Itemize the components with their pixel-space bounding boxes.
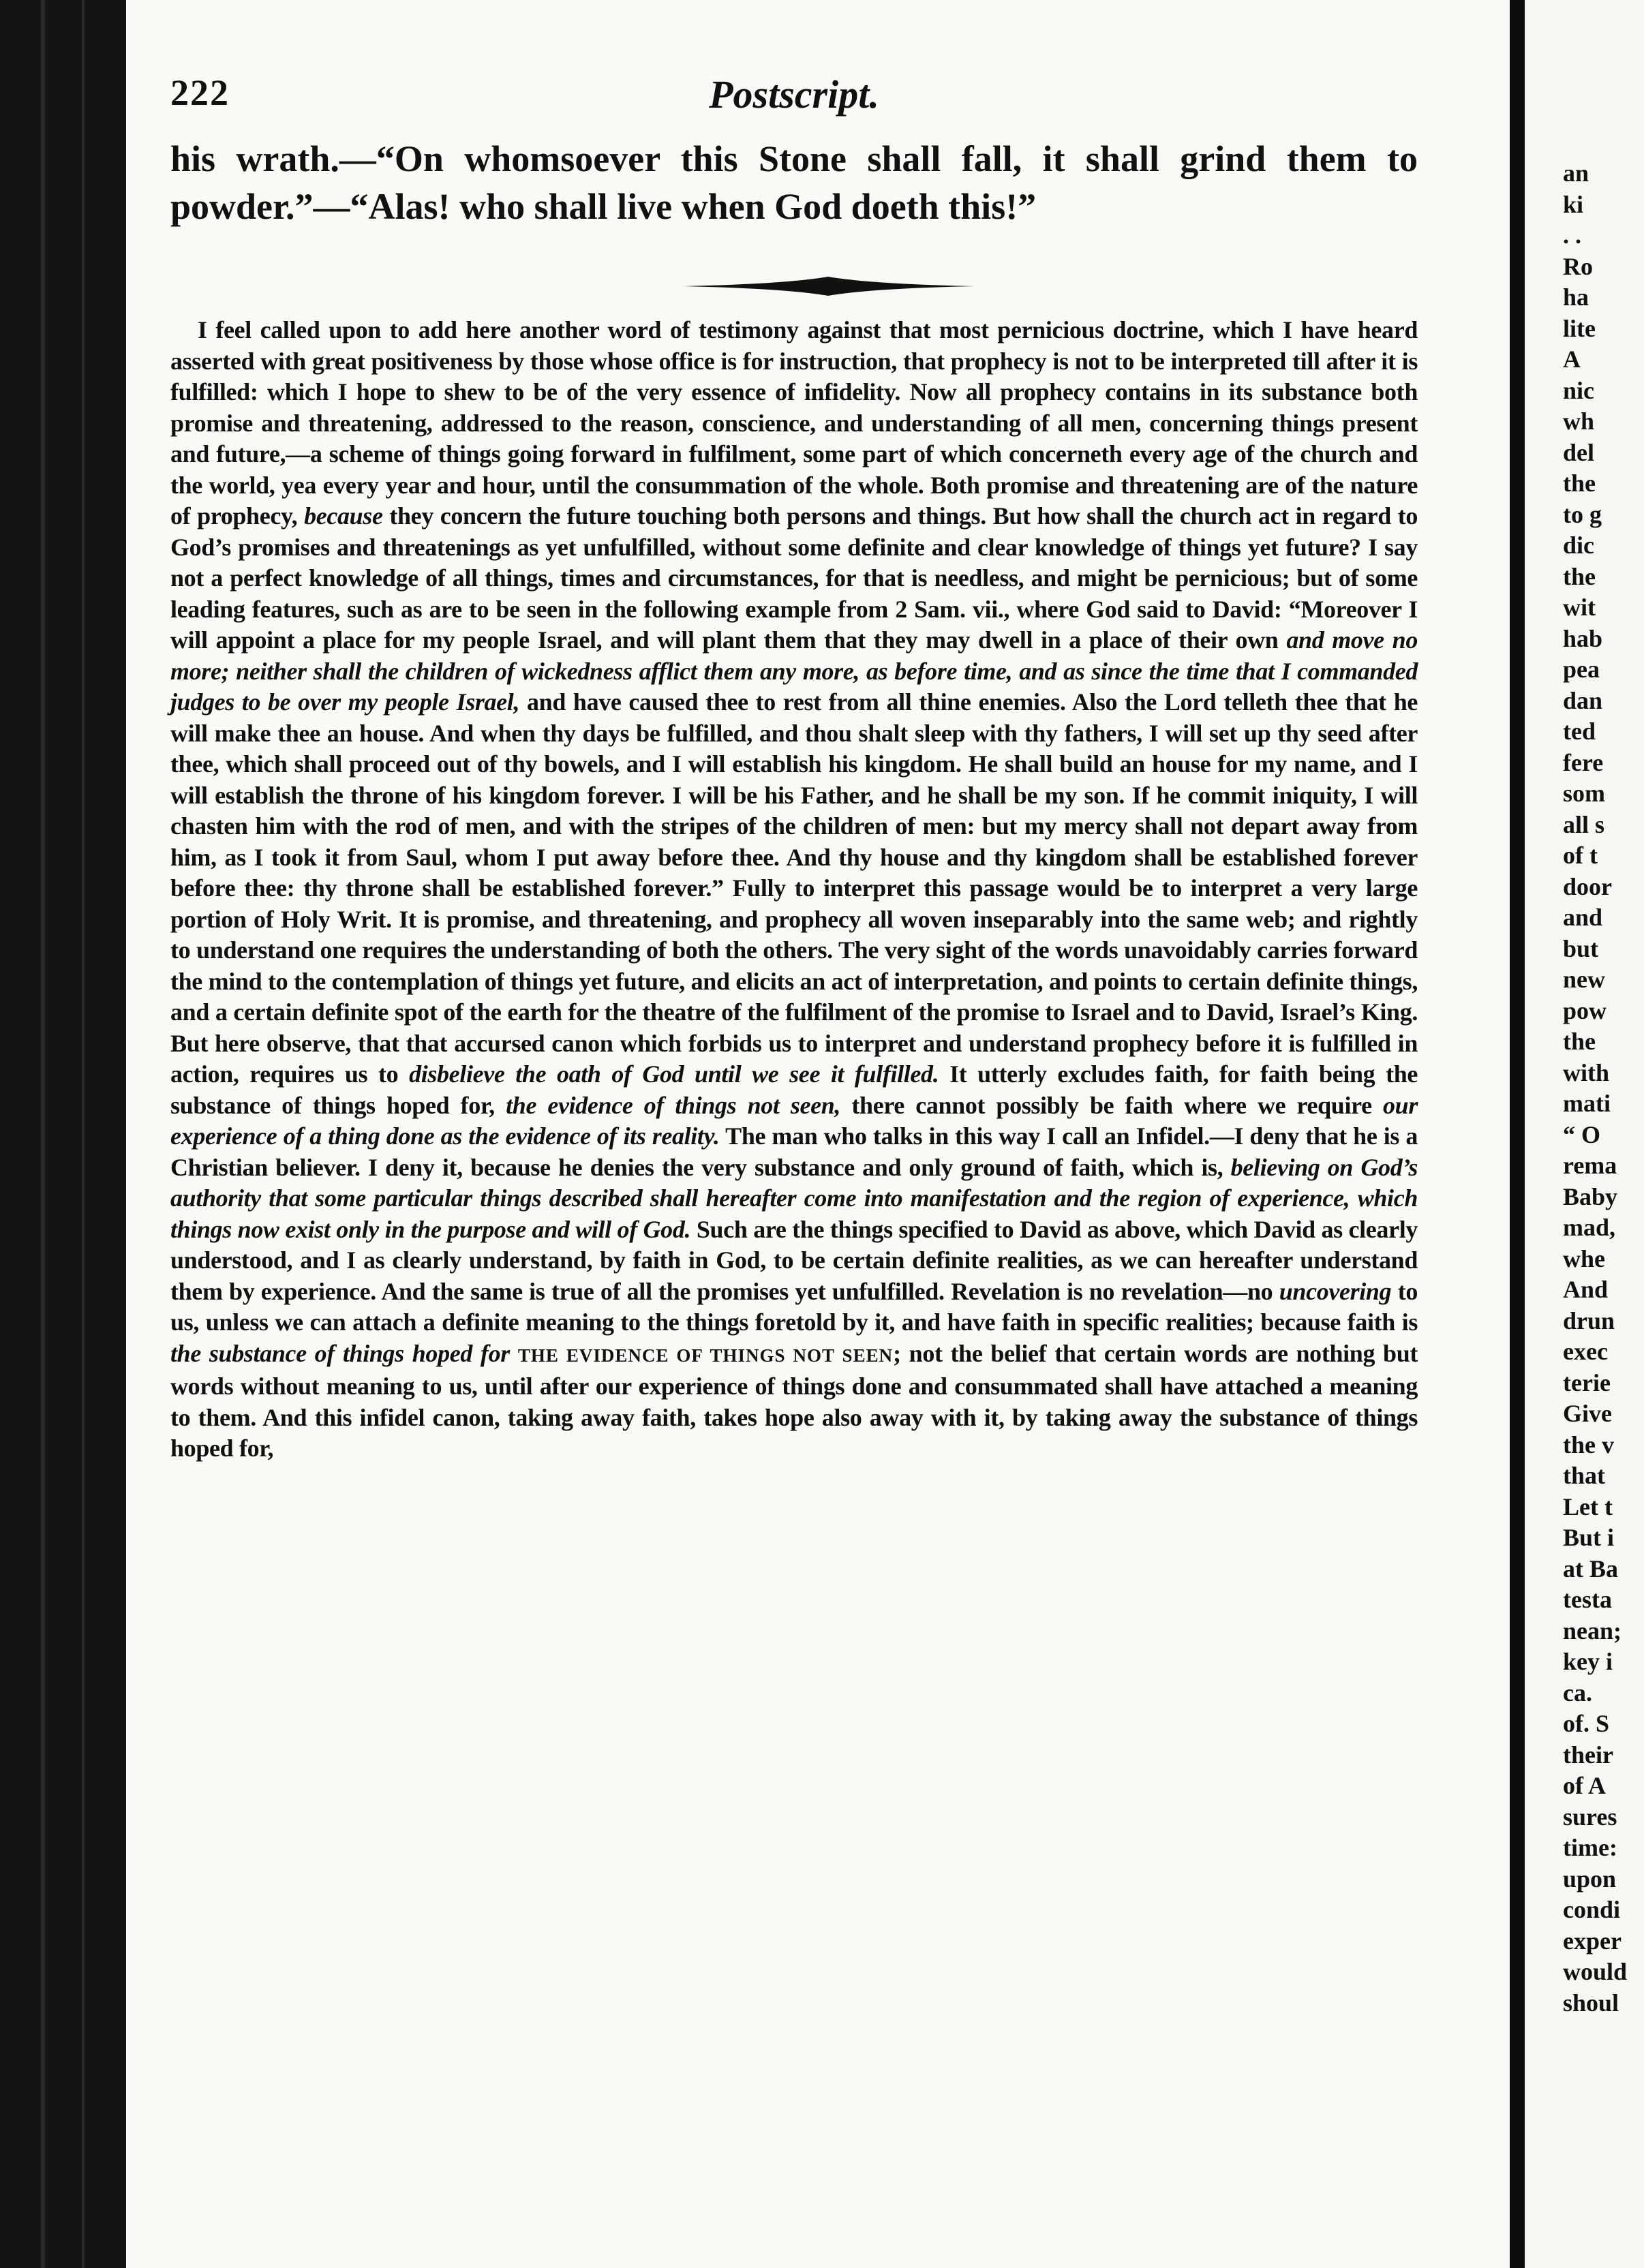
adjacent-page-line: exper xyxy=(1563,1927,1622,1955)
adjacent-page-line: nean; xyxy=(1563,1616,1622,1644)
adjacent-page-line: Let t xyxy=(1563,1492,1613,1520)
adjacent-page-line: at Ba xyxy=(1563,1554,1618,1582)
adjacent-page-line: door xyxy=(1563,872,1612,900)
adjacent-page-line: of A xyxy=(1563,1772,1606,1799)
adjacent-page-line: mad, xyxy=(1563,1214,1616,1241)
adjacent-page-line: whe xyxy=(1563,1244,1605,1272)
adjacent-page-line: of t xyxy=(1563,842,1598,869)
adjacent-page-line: exec xyxy=(1563,1338,1608,1365)
section-divider-ornament xyxy=(682,273,975,300)
adjacent-page-line: sures xyxy=(1563,1803,1617,1830)
adjacent-page-text xyxy=(1563,158,1644,2019)
adjacent-page-line: ki xyxy=(1563,190,1584,218)
adjacent-page-line: the xyxy=(1563,1028,1596,1055)
adjacent-page-line: Baby xyxy=(1563,1182,1618,1210)
adjacent-page-line: hab xyxy=(1563,624,1603,652)
adjacent-page-line: nic xyxy=(1563,376,1595,404)
adjacent-page-line: terie xyxy=(1563,1368,1611,1396)
adjacent-page-line: wh xyxy=(1563,408,1595,435)
adjacent-page-line: ted xyxy=(1563,718,1596,745)
adjacent-page-line: time: xyxy=(1563,1834,1617,1861)
adjacent-page-line: an xyxy=(1563,159,1589,187)
adjacent-page-line: fere xyxy=(1563,748,1604,776)
lead-in-paragraph: his wrath.—“On whomsoever this Stone shall fall, it shall grind them to powder.”—“Alas! who shall live when God doeth this!” xyxy=(170,138,1418,227)
adjacent-page-line: and xyxy=(1563,904,1603,931)
adjacent-page xyxy=(1525,0,1644,2268)
adjacent-page-line: to g xyxy=(1563,500,1602,528)
adjacent-page-line: som xyxy=(1563,780,1605,807)
adjacent-page-line: new xyxy=(1563,966,1605,993)
adjacent-page-line: Ro xyxy=(1563,252,1593,280)
adjacent-page-line: lite xyxy=(1563,314,1596,342)
adjacent-page-line: upon xyxy=(1563,1865,1617,1892)
adjacent-page-line: dan xyxy=(1563,686,1603,714)
adjacent-page-line: pow xyxy=(1563,996,1607,1024)
adjacent-page-line: the xyxy=(1563,470,1596,497)
adjacent-page-line: that xyxy=(1563,1462,1605,1489)
adjacent-page-line: pea xyxy=(1563,656,1600,683)
page-gutter xyxy=(1510,0,1525,2268)
adjacent-page-line: del xyxy=(1563,438,1595,466)
running-head: Postscript. xyxy=(709,72,879,117)
adjacent-page-line: all s xyxy=(1563,810,1605,838)
adjacent-page-line: condi xyxy=(1563,1896,1621,1923)
page-header xyxy=(170,72,1418,133)
adjacent-page-line: the xyxy=(1563,562,1596,590)
adjacent-page-line: shoul xyxy=(1563,1989,1619,2017)
adjacent-page-line: with xyxy=(1563,1058,1610,1086)
body-paragraph: I feel called upon to add here another word of testimony against that most pernicious doctrine, which I have heard asserted with great positiveness by those whose office is for instruction, that prophecy is not to be interpreted till after it is fulfilled: which I hope to shew to be of the very essence of infidelity. Now all prophecy contains in its substance both promise and threatening, addressed to the reason, conscience, and understanding of all men, concerning things present and future,—a scheme of things going forward in fulfilment, some part of which concerneth every age of the church and the world, yea every year and hour, until the consummation of the whole. Both promise and threatening are of the nature of prophecy, because they concern the future touching both persons and things. But how shall the church act in regard to God’s promises and threatenings as yet unfulfilled, without some definite and clear knowledge of things yet future? I say not a perfect knowledge of all things, times and circumstances, for that is needless, and might be pernicious; but of some leading features, such as are to be seen in the following example from 2 Sam. vii., where God said to David: “Moreover I will appoint a place for my people Israel, and will plant them that they may dwell in a place of their own and move no more; neither shall the children of wickedness afflict them any more, as before time, and as since the time that I commanded judges to be over my people Israel, and have caused thee to rest from all thine enemies. Also the Lord telleth thee that he will make thee an house. And when thy days be fulfilled, and thou shalt sleep with thy fathers, I will set up thy seed after thee, which shall proceed out of thy bowels, and I will establish his kingdom. He shall build an house for my name, and I will establish the throne of his kingdom forever. I will be his Father, and he shall be my son. If he commit iniquity, I will chasten him with the rod of men, and with the stripes of the children of men: but my mercy shall not depart away from him, as I took it from Saul, whom I put away before thee. And thy house and thy kingdom shall be established forever before thee: thy throne shall be established forever.” Fully to interpret this passage would be to interpret a very large portion of Holy Writ. It is promise, and threatening, and prophecy all woven inseparably into the same web; and rightly to understand one requires the understanding of both the others. The very sight of the words unavoidably carries forward the mind to the contemplation of things yet future, and elicits an act of interpretation, and points to certain definite things, and a certain definite spot of the earth for the theatre of the fulfilment of the promise to Israel and to David, Israel’s King. But here observe, that that accursed canon which forbids us to interpret and understand prophecy before it is fulfilled in action, requires us to disbelieve the oath of God until we see it fulfilled. It utterly excludes faith, for faith being the substance of things hoped for, the evidence of things not seen, there cannot possibly be faith where we require our experience of a thing done as the evidence of its reality. The man who talks in this way I call an Infidel.—I deny that he is a Christian believer. I deny it, because he denies the very substance and only ground of faith, which is, believing on God’s authority that some particular things described shall hereafter come into manifestation and the region of experience, which things now exist only in the purpose and will of God. Such are the things specified to David as above, which David as clearly understood, and I as clearly understand, by faith in God, to be certain definite realities, as we can hereafter understand them by experience. And the same is true of all the promises yet unfulfilled. Revelation is no revelation—no uncovering to us, unless we can attach a definite meaning to the things foretold by it, and have faith in specific realities; because faith is the substance of things hoped for THE EVIDENCE OF THINGS NOT SEEN; not the belief that certain words are nothing but words without meaning to us, until after our experience of things done and consummated shall have attached a meaning to them. And this infidel canon, taking away faith, takes hope also away with it, by taking away the substance of things hoped for, xyxy=(170,316,1418,1462)
adjacent-page-line: would xyxy=(1563,1958,1628,1985)
adjacent-page-line: A xyxy=(1563,346,1581,373)
page-number: 222 xyxy=(170,72,230,113)
adjacent-page-line: mati xyxy=(1563,1090,1611,1117)
adjacent-page-line: And xyxy=(1563,1276,1609,1303)
adjacent-page-line: testa xyxy=(1563,1586,1612,1613)
adjacent-page-line: ha xyxy=(1563,284,1589,311)
adjacent-page-line: wit xyxy=(1563,594,1596,621)
adjacent-page-line: But i xyxy=(1563,1524,1615,1551)
adjacent-page-line: of. S xyxy=(1563,1710,1610,1737)
adjacent-page-line: but xyxy=(1563,934,1599,962)
scan-dark-margin xyxy=(0,0,126,2268)
adjacent-page-line: . . xyxy=(1563,221,1581,249)
adjacent-page-line: “ O xyxy=(1563,1120,1601,1148)
adjacent-page-line: their xyxy=(1563,1741,1613,1768)
adjacent-page-line: drun xyxy=(1563,1306,1615,1334)
adjacent-page-line: the v xyxy=(1563,1430,1614,1458)
adjacent-page-line: Give xyxy=(1563,1400,1612,1427)
adjacent-page-line: ca. xyxy=(1563,1679,1592,1706)
adjacent-page-line: dic xyxy=(1563,532,1595,559)
adjacent-page-line: key i xyxy=(1563,1648,1613,1675)
body-text xyxy=(170,315,1418,1465)
adjacent-page-line: rema xyxy=(1563,1152,1617,1179)
